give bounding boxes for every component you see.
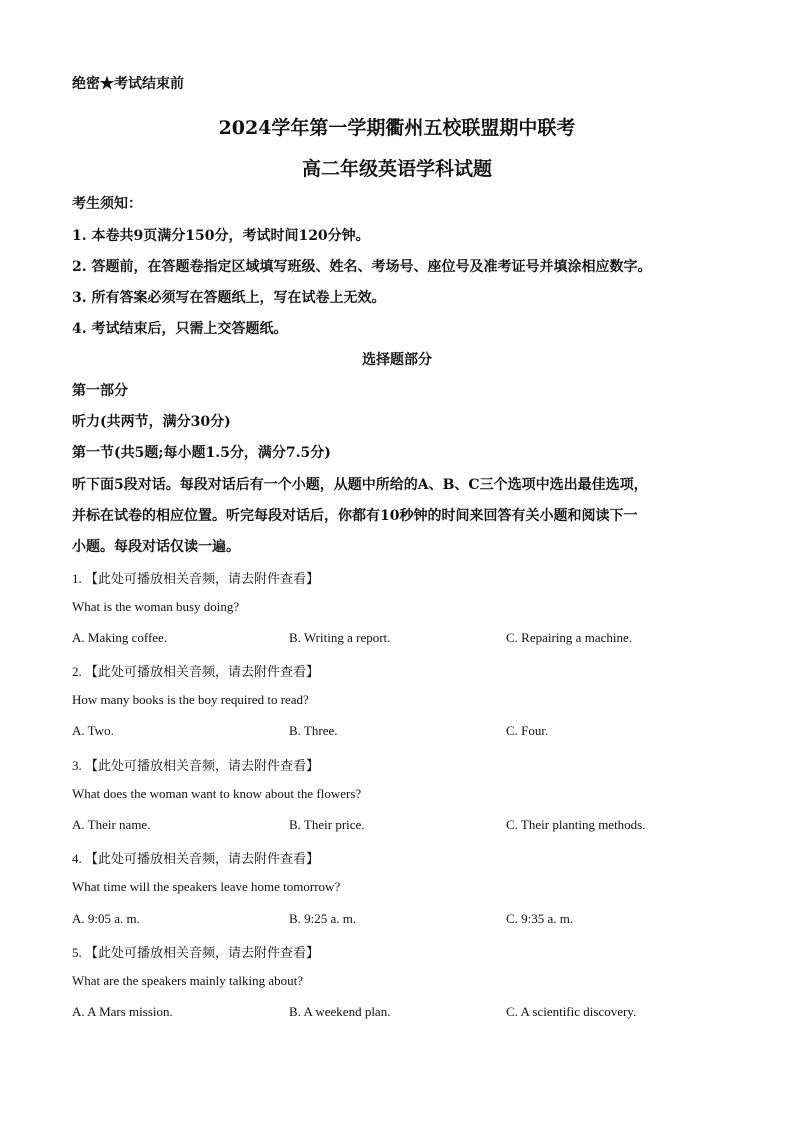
question-number: 3. 【此处可播放相关音频，请去附件查看】 <box>72 758 320 773</box>
question-text: How many books is the boy required to read? <box>72 692 309 707</box>
notice-item: 1. 本卷共9页满分150分，考试时间120分钟。 <box>72 228 370 244</box>
option-a: A. Making coffee. <box>72 630 168 645</box>
subsection-heading: 第一节(共5题;每小题1.5分，满分7.5分) <box>72 445 331 461</box>
notice-item: 4. 考试结束后，只需上交答题纸。 <box>72 321 288 337</box>
notice-heading: 考生须知： <box>72 196 142 212</box>
option-b: B. A weekend plan. <box>289 1004 391 1019</box>
option-a: A. Their name. <box>72 817 151 832</box>
question-number: 4. 【此处可播放相关音频，请去附件查看】 <box>72 851 320 866</box>
option-c: C. 9:35 a. m. <box>506 911 574 926</box>
option-c: C. A scientific discovery. <box>506 1004 637 1019</box>
option-a: A. Two. <box>72 723 114 738</box>
section-label: 选择题部分 <box>362 352 432 368</box>
option-c: C. Four. <box>506 723 549 738</box>
option-c: C. Their planting methods. <box>506 817 646 832</box>
exam-subtitle: 高二年级英语学科试题 <box>301 158 492 180</box>
instructions-line: 听下面5段对话。每段对话后有一个小题，从题中所给的A、B、C三个选项中选出最佳选项， <box>72 477 648 493</box>
instructions-line: 小题。每段对话仅读一遍。 <box>72 539 240 555</box>
notice-item: 2. 答题前，在答题卷指定区域填写班级、姓名、考场号、座位号及准考证号并填涂相应数字。 <box>72 259 652 275</box>
part-heading: 第一部分 <box>72 383 128 399</box>
listening-heading: 听力(共两节，满分30分) <box>72 414 231 430</box>
option-a: A. A Mars mission. <box>72 1004 173 1019</box>
option-b: B. Three. <box>289 723 338 738</box>
question-text: What is the woman busy doing? <box>72 599 240 614</box>
instructions-line: 并标在试卷的相应位置。听完每段对话后，你都有10秒钟的时间来回答有关小题和阅读下一 <box>72 508 638 524</box>
question-number: 5. 【此处可播放相关音频，请去附件查看】 <box>72 945 320 960</box>
confidential-label: 绝密★考试结束前 <box>72 76 184 92</box>
option-a: A. 9:05 a. m. <box>72 911 140 926</box>
option-c: C. Repairing a machine. <box>506 630 632 645</box>
notice-item: 3. 所有答案必须写在答题纸上，写在试卷上无效。 <box>72 290 386 306</box>
question-text: What are the speakers mainly talking about? <box>72 973 304 988</box>
option-b: B. Their price. <box>289 817 365 832</box>
question-number: 1. 【此处可播放相关音频，请去附件查看】 <box>72 571 320 586</box>
option-b: B. Writing a report. <box>289 630 391 645</box>
question-number: 2. 【此处可播放相关音频，请去附件查看】 <box>72 664 320 679</box>
exam-title: 2024学年第一学期衢州五校联盟期中联考 <box>218 117 576 139</box>
question-text: What time will the speakers leave home tomorrow? <box>72 879 341 894</box>
option-b: B. 9:25 a. m. <box>289 911 357 926</box>
question-text: What does the woman want to know about the flowers? <box>72 786 362 801</box>
